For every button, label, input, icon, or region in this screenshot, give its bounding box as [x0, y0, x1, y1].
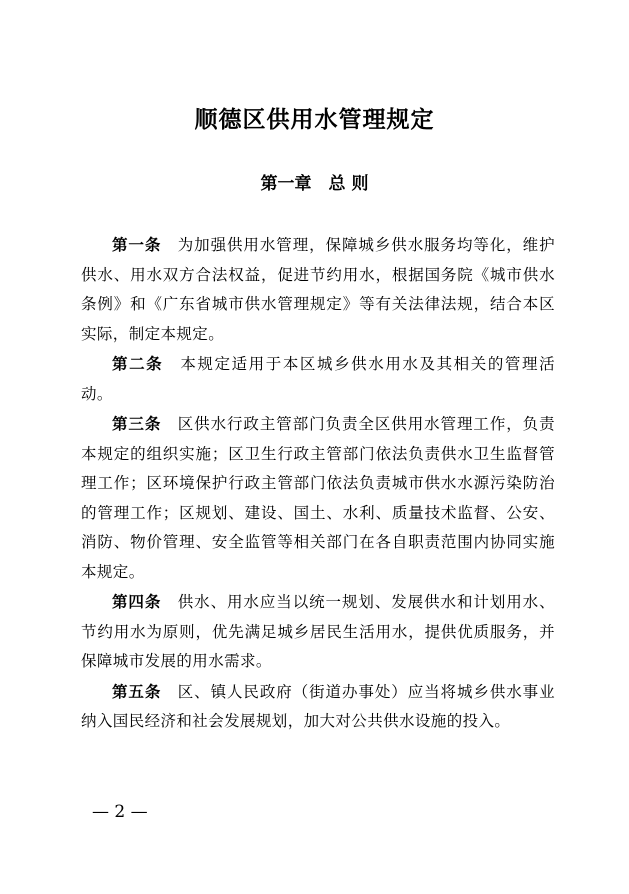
article-2: [81, 349, 555, 409]
article-label: 第五条: [112, 681, 162, 701]
article-label: 第四条: [112, 592, 162, 611]
article-4: [81, 587, 555, 677]
document-body: [81, 230, 555, 737]
article-text: 供水、用水应当以统一规划、发展供水和计划用水、节约用水为原则，优先满足城乡居民生活用水，提供优质服务，并保障城市发展的用水需求。: [81, 593, 556, 670]
article-label: 第三条: [112, 414, 162, 433]
chapter-heading: 第一章 总 则: [260, 174, 369, 194]
article-text: 区供水行政主管部门负责全区供用水管理工作，负责本规定的组织实施；区卫生行政主管部门依法负责供水卫生监督管理工作；区环境保护行政主管部门依法负责城市供水水源污染防治的管理工作；区规划、建设、国土、水利、质量技术监督、公安、消防、物价管理、安全监管等相关部门在各自职责范围内协同实施本规定。: [81, 415, 556, 581]
article-1: [81, 230, 555, 349]
article-3: [81, 409, 555, 587]
article-text: 为加强供用水管理，保障城乡供水服务均等化，维护供水、用水双方合法权益，促进节约用水，根据国务院《城市供水条例》和《广东省城市供水管理规定》等有关法律法规，结合本区实际，制定本规定。: [81, 236, 556, 343]
article-label: 第一条: [112, 235, 162, 254]
article-label: 第二条: [112, 354, 164, 373]
article-text: 区、镇人民政府（街道办事处）应当将城乡供水事业纳入国民经济和社会发展规划，加大对公共供水设施的投入。: [81, 682, 556, 730]
article-text: 本规定适用于本区城乡供水用水及其相关的管理活动。: [81, 355, 555, 403]
document-title: 顺德区供用水管理规定: [194, 106, 435, 133]
article-5: [81, 677, 555, 737]
page-number: — 2 —: [92, 802, 148, 822]
